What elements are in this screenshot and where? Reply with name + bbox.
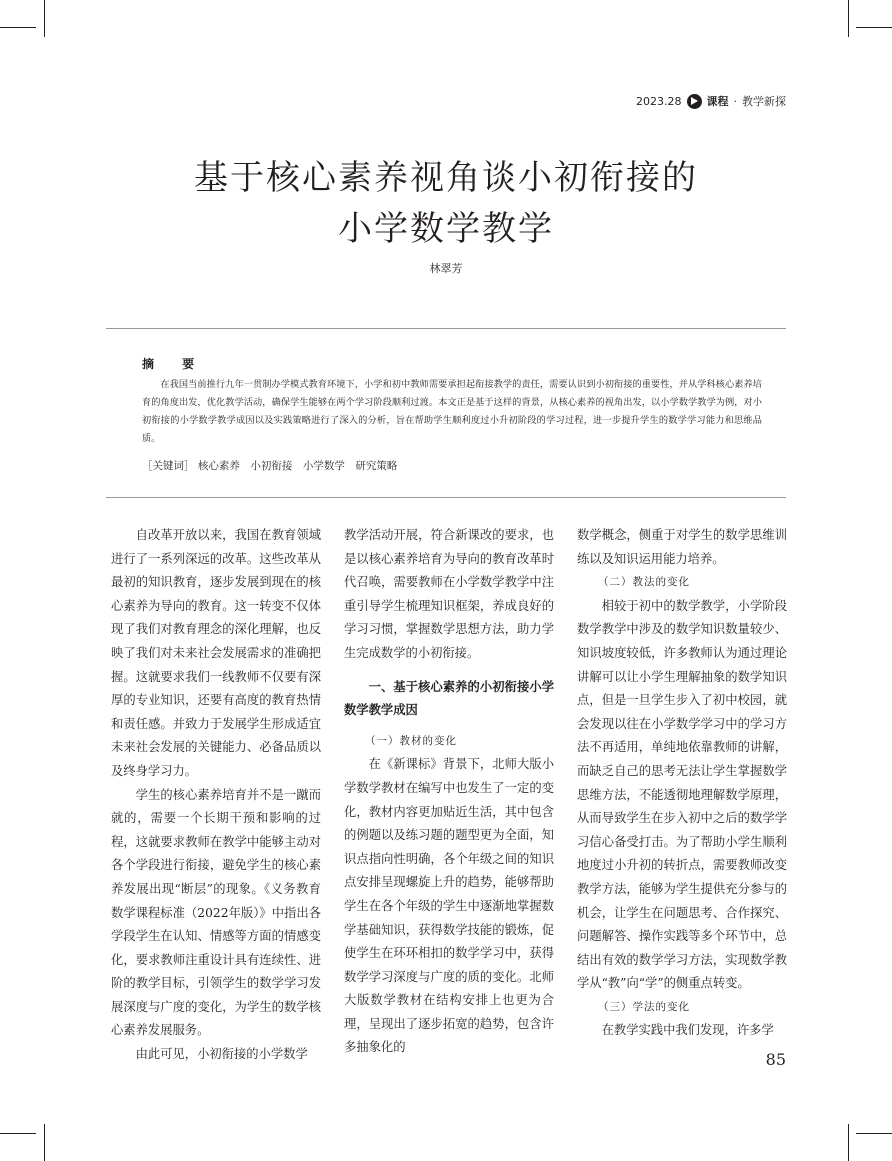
keywords-list: 核心素养 小初衔接 小学数学 研究策略 — [197, 460, 398, 472]
paragraph: 学生的核心素养培育并不是一蹴而就的，需要一个长期干预和影响的过程，这就要求教师在教学中能够主动对各个学段进行衔接，避免学生的核心素养发展出现“断层”的现象。《义务教育数学课程标准（2022年版）》中指出各学段学生在认知、情感等方面的情感变化，要求教师注重设计具有连续性、进阶的教学目标，引领学生的数学学习发展深度与广度的变化，为学生的数学核心素养发展服务。 — [111, 787, 321, 1038]
crop-mark-bottom-left-h — [0, 1133, 36, 1134]
abstract-text: 在我国当前推行九年一贯制办学模式教育环境下，小学和初中教师需要承担起衔接教学的责任，需要认识到小初衔接的重要性，并从学科核心素养培育的角度出发，优化教学活动，确保学生能够在两个学习阶段顺利过渡。本文正是基于这样的背景，从核心素养的视角出发，以小学数学教学为例，对小初衔接的小学数学教学成因以及实践策略进行了深入的分析，旨在帮助学生顺利度过小升初阶段的学习过程，进一步提升学生的数学学习能力和思维品质。 — [142, 379, 762, 444]
keywords-label: ［关键词］ — [142, 460, 195, 472]
paragraph: 由此可见，小初衔接的小学数学 — [135, 1047, 308, 1062]
text-column-2 — [344, 524, 554, 1060]
paragraph: 相较于初中的数学教学，小学阶段数学教学中涉及的数学知识数量较少、知识坡度较低，许多教师认为通过理论讲解可以让小学生理解抽象的数学知识点，但是一旦学生步入了初中校园，就会发现以往在小学数学学习中的学习方法不再适用，单纯地依靠教师的讲解，而缺乏自己的思考无法让学生掌握数学思维方法，不能透彻地理解数学原理，从而导致学生在步入初中之后的数学学习信心备受打击。为了帮助小学生顺利地度过小升初的转折点，需要教师改变教学方法，能够为学生提供充分参与的机会，让学生在问题思考、合作探究、问题解答、操作实践等多个环节中，总结出有效的数学学习方法，实现数学教学从“教”向“学”的侧重点转变。 — [577, 598, 787, 991]
subsection-heading: （三）学法的变化 — [598, 1000, 690, 1013]
text-column-3 — [577, 524, 787, 1043]
header-separator: · — [733, 94, 737, 108]
crop-mark-top-right-h — [856, 27, 892, 28]
crop-mark-bottom-right-v — [848, 1124, 849, 1161]
author-name: 林翠芳 — [429, 262, 463, 275]
crop-mark-top-right-v — [848, 0, 849, 37]
play-icon — [687, 94, 702, 109]
crop-mark-top-left-v — [44, 0, 45, 37]
keywords — [142, 458, 397, 473]
abstract-heading: 摘 要 — [142, 357, 207, 371]
subsection-heading: （一）教材的变化 — [365, 734, 457, 747]
abstract-bottom-rule — [106, 497, 786, 498]
crop-mark-top-left-h — [0, 27, 36, 28]
article-title-line-1: 基于核心素养视角谈小初衔接的 — [194, 158, 698, 198]
paragraph: 教学活动开展，符合新课改的要求，也是以核心素养培育为导向的教育改革时代召唤，需要教师在小学数学教学中注重引导学生梳理知识框架，养成良好的学习习惯，掌握数学思想方法，助力学生完成数学的小初衔接。 — [344, 528, 554, 660]
issue-number: 2023.28 — [636, 94, 682, 108]
page-number: 85 — [765, 1050, 786, 1069]
paragraph: 自改革开放以来，我国在教育领域进行了一系列深远的改革。这些改革从最初的知识教育，逐步发展到现在的核心素养为导向的教育。这一转变不仅体现了我们对教育理念的深化理解，也反映了我们对未来社会发展需求的准确把握。这就要求我们一线教师不仅要有深厚的专业知识，还要有高度的教育热情和责任感。并致力于发展学生形成适宜未来社会发展的关键能力、必备品质以及终身学习力。 — [111, 528, 321, 778]
crop-mark-bottom-right-h — [856, 1133, 892, 1134]
abstract-top-rule — [106, 328, 786, 329]
subsection-heading: （二）教法的变化 — [598, 576, 690, 589]
running-header — [636, 92, 786, 110]
crop-mark-bottom-left-v — [44, 1124, 45, 1161]
paragraph: 在《新课标》背景下，北师大版小学数学教材在编写中也发生了一定的变化，教材内容更加贴近生活，其中包含的例题以及练习题的题型更为全面，知识点指向性明确，各个年级之间的知识点安排呈现螺旋上升的趋势，能够帮助学生在各个年级的学生中逐渐地掌握数学基础知识，获得数学技能的锻炼，促使学生在环环相扣的数学学习中，获得数学学习深度与广度的质的变化。北师大版数学教材在结构安排上也更为合理，呈现出了逐步拓宽的趋势，包含许多抽象化的 — [344, 757, 554, 1055]
paragraph: 数学概念，侧重于对学生的数学思维训练以及知识运用能力培养。 — [577, 528, 787, 566]
article-title-line-2: 小学数学教学 — [338, 209, 554, 249]
section-heading: 一、基于核心素养的小初衔接小学数学教学成因 — [344, 679, 554, 718]
paragraph: 在教学实践中我们发现，许多学 — [601, 1023, 774, 1038]
column-name: 课程 — [706, 95, 729, 108]
section-name: 教学新探 — [742, 95, 786, 108]
text-column-1 — [111, 524, 321, 1067]
